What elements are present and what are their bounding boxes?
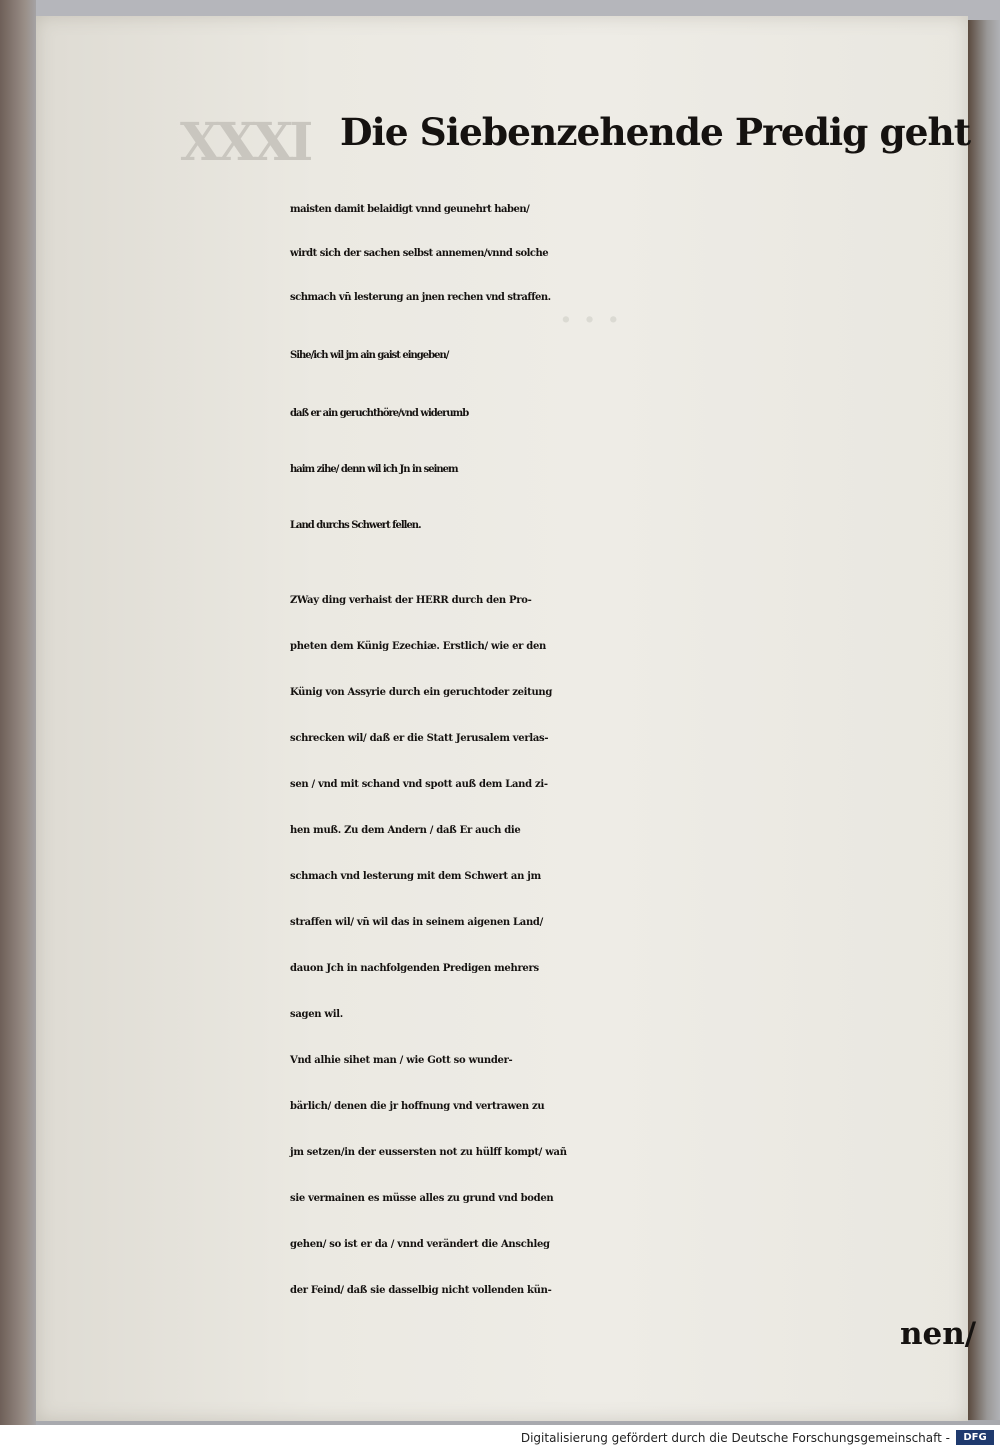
- body-line: hen muß. Zu dem Andern / daß Er auch die: [290, 825, 521, 836]
- body-line: schmach vnd lesterung mit dem Schwert an jm: [290, 871, 541, 882]
- book-binding: [0, 0, 36, 1425]
- body-line: Vnd alhie sihet man / wie Gott so wunder-: [290, 1055, 513, 1066]
- body-line: dauon Jch in nachfolgenden Predigen mehrers: [290, 963, 539, 974]
- body-line: straffen wil/ vn̄ wil das in seinem aigenen Land/: [290, 917, 543, 928]
- verse-line: Land durchs Schwert fellen.: [290, 520, 421, 531]
- page-edge: [968, 20, 1000, 1420]
- footer-credit: Digitalisierung gefördert durch die Deutsche Forschungsgemeinschaft -: [520, 1431, 950, 1445]
- body-line: ZWay ding verhaist der HERR durch den Pro-: [290, 595, 532, 606]
- continuation-line: maisten damit belaidigt vnnd geunehrt haben/: [290, 204, 530, 215]
- folio-number: XXXI: [180, 112, 310, 173]
- body-line: pheten dem Künig Ezechiæ. Erstlich/ wie er den: [290, 641, 547, 652]
- verse-line: haim zihe/ denn wil ich Jn in seinem: [290, 464, 458, 475]
- body-line: der Feind/ daß sie dasselbig nicht vollenden kün-: [290, 1285, 552, 1296]
- continuation-line: wirdt sich der sachen selbst annemen/vnnd solche: [290, 248, 549, 259]
- body-line: schrecken wil/ daß er die Statt Jerusalem verlas-: [290, 733, 549, 744]
- body-line: Künig von Assyrie durch ein geruchtoder zeitung: [290, 687, 553, 698]
- continuation-line: schmach vn̄ lesterung an jnen rechen vnd straffen.: [290, 292, 551, 303]
- body-line: sie vermainen es müsse alles zu grund vnd boden: [290, 1193, 554, 1204]
- footer-bar: [0, 1425, 1000, 1450]
- verse-line: daß er ain geruchthöre/vnd widerumb: [290, 408, 469, 419]
- body-line: jm setzen/in der eussersten not zu hülff kompt/ wañ: [290, 1147, 567, 1158]
- body-line: gehen/ so ist er da / vnnd verändert die Anschleg: [290, 1239, 550, 1250]
- body-line: sagen wil.: [290, 1009, 343, 1020]
- body-line: sen / vnd mit schand vnd spott auß dem Land zi-: [290, 779, 548, 790]
- show-through: · · ·: [560, 300, 620, 340]
- verse-line: Sihe/ich wil jm ain gaist eingeben/: [290, 350, 449, 361]
- dfg-logo: DFG: [956, 1430, 994, 1445]
- running-header: Die Siebenzehende Predig geht: [340, 110, 971, 154]
- catchword: nen/: [900, 1316, 977, 1352]
- body-line: bärlich/ denen die jr hoffnung vnd vertrawen zu: [290, 1101, 545, 1112]
